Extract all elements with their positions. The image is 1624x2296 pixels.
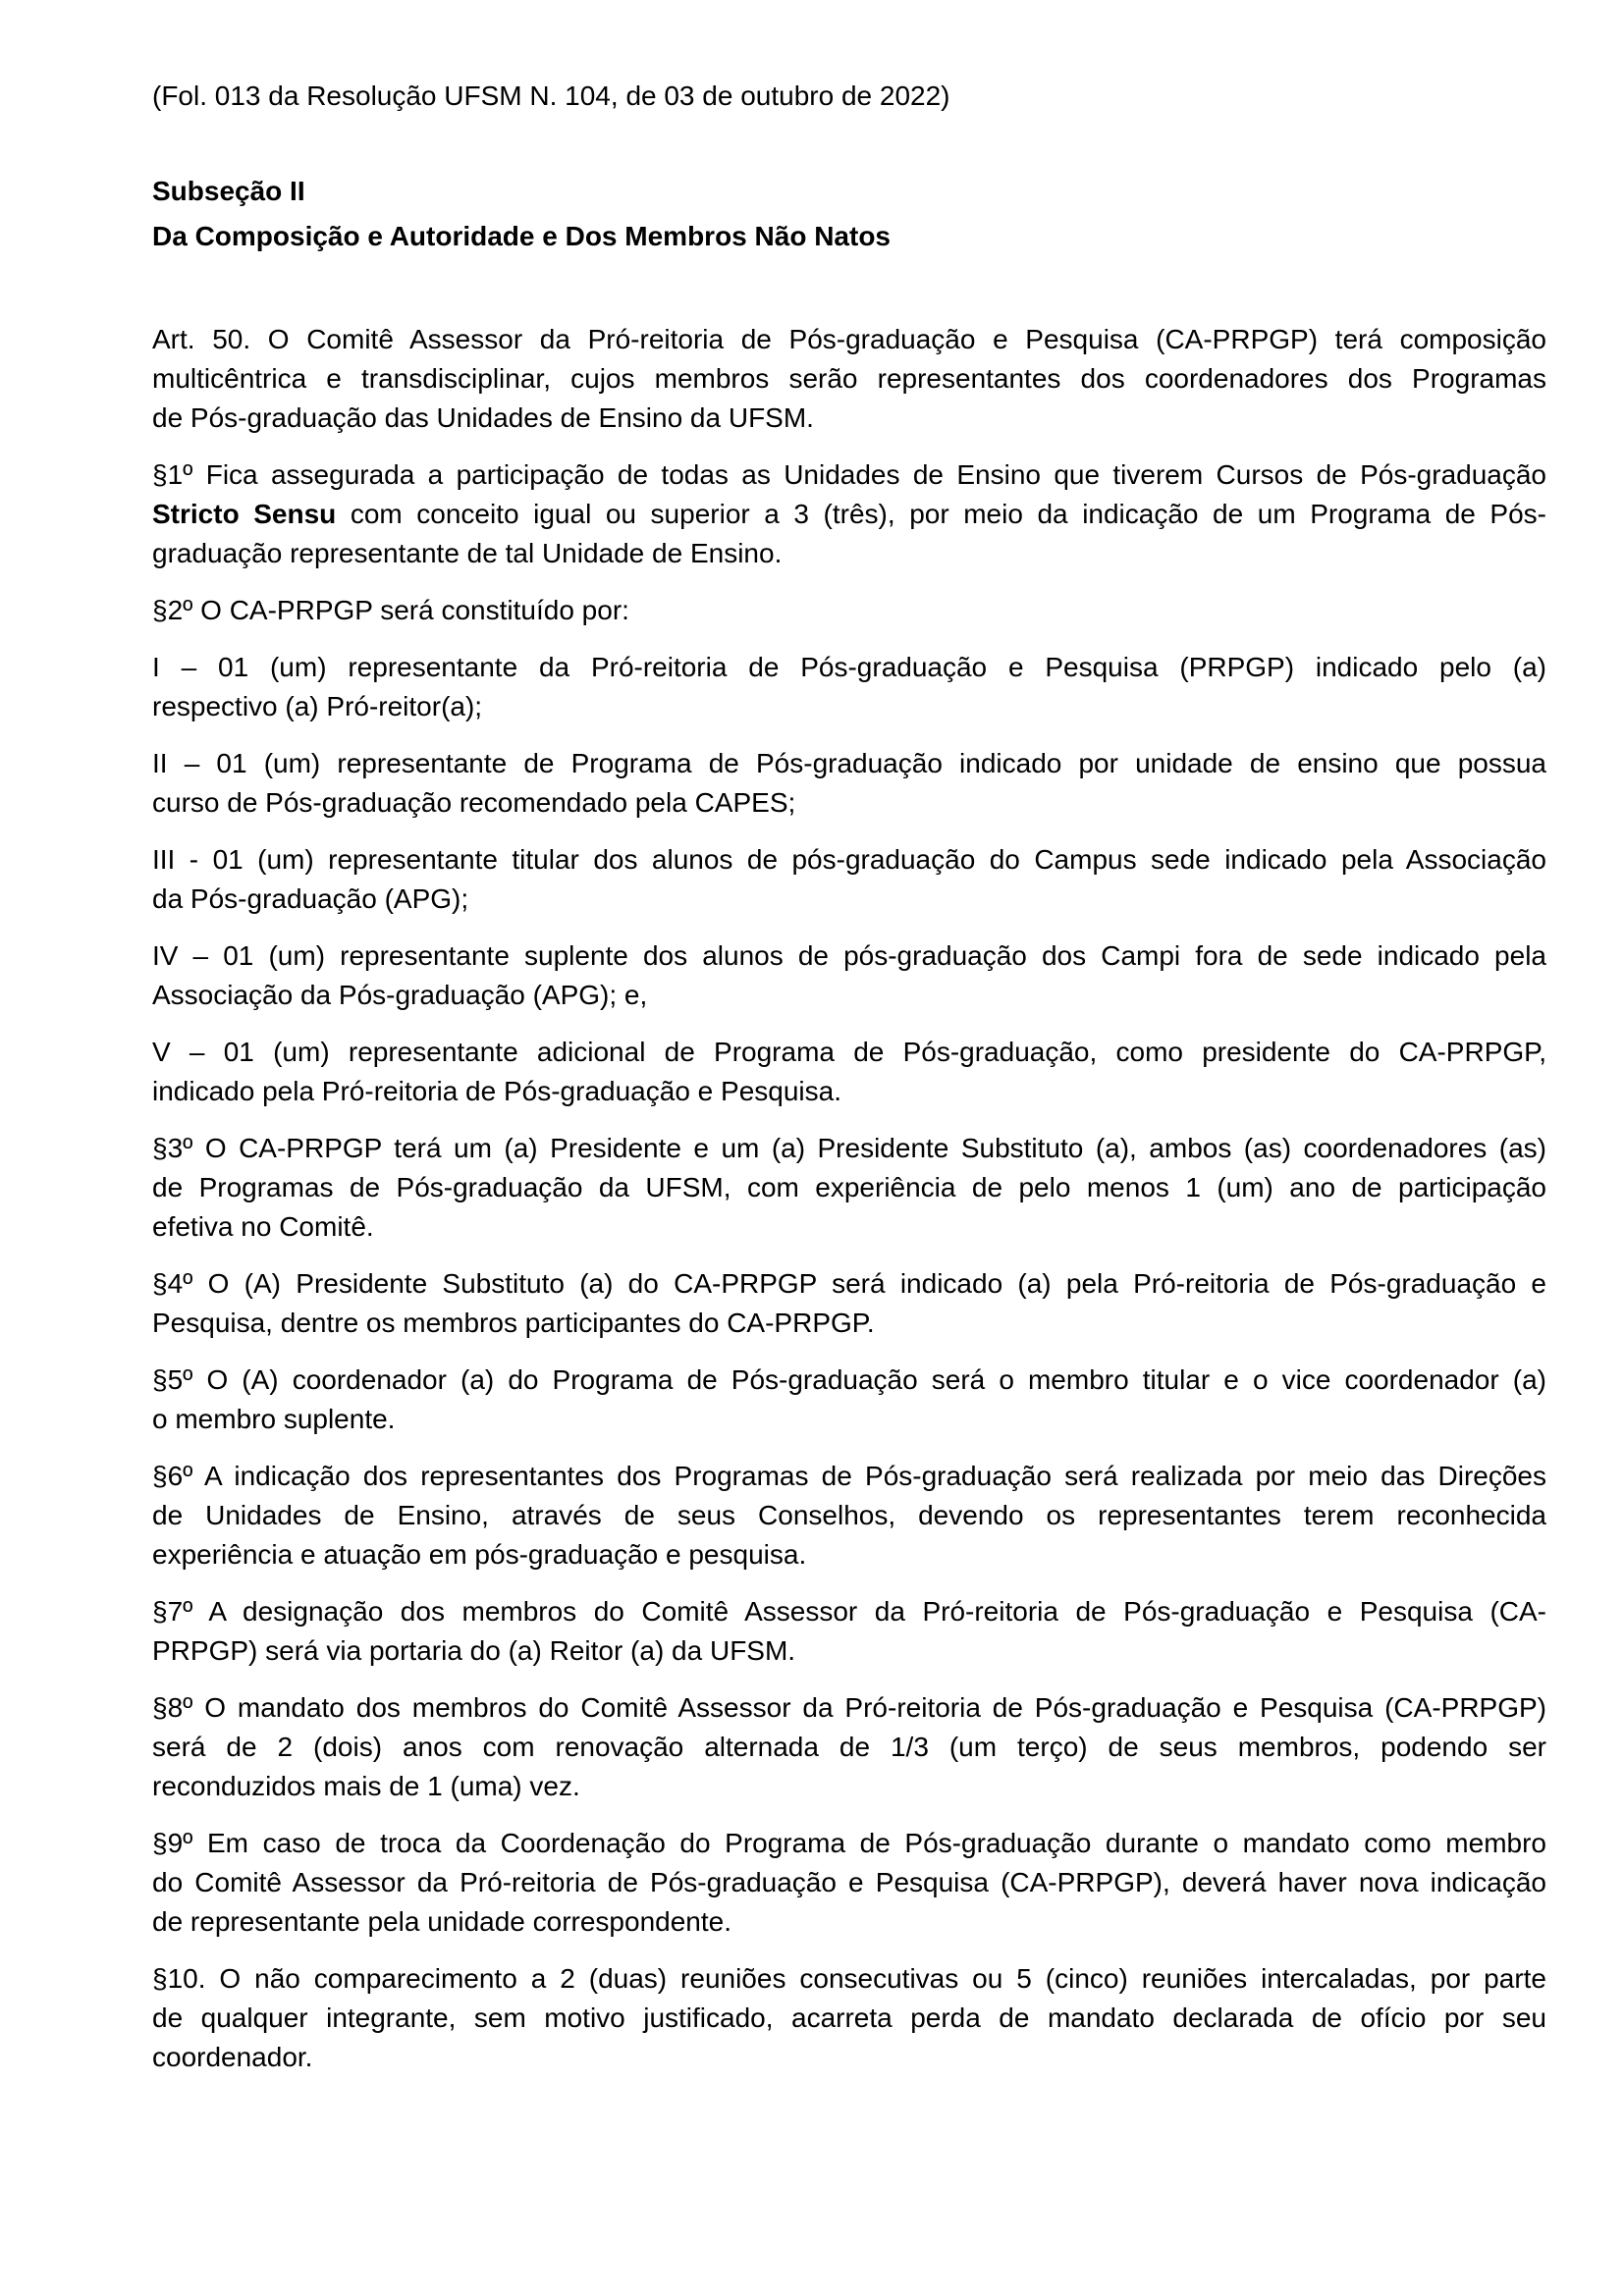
paragraph-paragrafo-3	[152, 1129, 1546, 1247]
paragraph-inciso-v	[152, 1033, 1546, 1111]
text-segment: o membro suplente.	[152, 1404, 396, 1434]
text-segment: II – 01 (um) representante de Programa de Pós-graduação indicado por unidade de ensino que possua	[152, 748, 1546, 778]
paragraph-paragrafo-1	[152, 455, 1546, 573]
text-segment: §1º Fica assegurada a participação de todas as Unidades de Ensino que tiverem Cursos de Pós-graduação	[152, 459, 1546, 490]
text-segment: §4º O (A) Presidente Substituto (a) do CA-PRPGP será indicado (a) pela Pró-reitoria de Pós-graduação e	[152, 1268, 1546, 1299]
text-line	[152, 880, 1546, 919]
paragraph-paragrafo-7	[152, 1592, 1546, 1671]
document-body	[152, 320, 1546, 2077]
text-segment: experiência e atuação em pós-graduação e pesquisa.	[152, 1539, 807, 1570]
text-segment: de Unidades de Ensino, através de seus Conselhos, devendo os representantes terem reconhecida	[152, 1500, 1546, 1530]
text-line	[152, 1033, 1546, 1072]
text-line	[152, 648, 1546, 687]
text-line	[152, 1902, 1546, 1942]
paragraph-paragrafo-2	[152, 591, 1546, 630]
page-header-note: (Fol. 013 da Resolução UFSM N. 104, de 03 de outubro de 2022)	[152, 80, 950, 111]
text-line	[152, 320, 1546, 359]
text-segment: §8º O mandato dos membros do Comitê Assessor da Pró-reitoria de Pós-graduação e Pesquisa (CA-PRPGP)	[152, 1692, 1546, 1723]
paragraph-paragrafo-5	[152, 1361, 1546, 1439]
text-segment: de qualquer integrante, sem motivo justificado, acarreta perda de mandato declarada de ofício por seu	[152, 2002, 1546, 2033]
text-segment: multicêntrica e transdisciplinar, cujos membros serão representantes dos coordenadores dos Programas	[152, 363, 1546, 394]
text-line	[152, 495, 1546, 534]
text-segment: respectivo (a) Pró-reitor(a);	[152, 691, 483, 721]
text-line	[152, 1592, 1546, 1631]
text-line	[152, 2038, 1546, 2077]
text-segment: IV – 01 (um) representante suplente dos alunos de pós-graduação dos Campi fora de sede indicado pela	[152, 940, 1546, 971]
paragraph-art-50	[152, 320, 1546, 438]
text-segment: curso de Pós-graduação recomendado pela CAPES;	[152, 787, 796, 818]
text-segment: §2º O CA-PRPGP será constituído por:	[152, 595, 629, 625]
paragraph-paragrafo-6	[152, 1457, 1546, 1575]
text-segment: III - 01 (um) representante titular dos alunos de pós-graduação do Campus sede indicado pela Associação	[152, 844, 1546, 875]
text-line	[152, 1129, 1546, 1168]
text-line	[152, 1999, 1546, 2038]
paragraph-inciso-iv	[152, 936, 1546, 1015]
text-segment: de Pós-graduação das Unidades de Ensino da UFSM.	[152, 402, 814, 433]
text-segment: do Comitê Assessor da Pró-reitoria de Pós-graduação e Pesquisa (CA-PRPGP), deverá haver nova indicação	[152, 1867, 1546, 1897]
text-segment: efetiva no Comitê.	[152, 1211, 374, 1242]
text-segment: com conceito igual ou superior a 3 (três), por meio da indicação de um Programa de Pós-	[336, 499, 1546, 529]
text-line	[152, 1535, 1546, 1575]
text-segment: §9º Em caso de troca da Coordenação do Programa de Pós-graduação durante o mandato como membro	[152, 1828, 1546, 1858]
text-line	[152, 359, 1546, 399]
text-line	[152, 591, 1546, 630]
text-line	[152, 1728, 1546, 1767]
paragraph-inciso-iii	[152, 840, 1546, 919]
text-line	[152, 1959, 1546, 1999]
text-line	[152, 1496, 1546, 1535]
text-segment: §3º O CA-PRPGP terá um (a) Presidente e um (a) Presidente Substituto (a), ambos (as) coordenadores (as)	[152, 1133, 1546, 1163]
text-line	[152, 1767, 1546, 1806]
text-line	[152, 1207, 1546, 1247]
text-segment: §10. O não comparecimento a 2 (duas) reuniões consecutivas ou 5 (cinco) reuniões intercaladas, por parte	[152, 1963, 1546, 1994]
paragraph-paragrafo-9	[152, 1824, 1546, 1942]
text-line	[152, 1400, 1546, 1439]
paragraph-inciso-ii	[152, 744, 1546, 823]
text-line	[152, 783, 1546, 823]
text-line	[152, 1264, 1546, 1304]
text-segment: de representante pela unidade correspondente.	[152, 1906, 731, 1937]
paragraph-inciso-i	[152, 648, 1546, 726]
text-line	[152, 687, 1546, 726]
text-line	[152, 936, 1546, 976]
text-segment: §5º O (A) coordenador (a) do Programa de Pós-graduação será o membro titular e o vice coordenador (a)	[152, 1364, 1546, 1395]
text-line	[152, 840, 1546, 880]
text-segment: Pesquisa, dentre os membros participantes do CA-PRPGP.	[152, 1308, 875, 1338]
text-line	[152, 1457, 1546, 1496]
text-segment: Associação da Pós-graduação (APG); e,	[152, 980, 648, 1010]
text-line	[152, 534, 1546, 573]
subsection-subtitle: Da Composição e Autoridade e Dos Membros Não Natos	[152, 221, 891, 251]
text-segment: será de 2 (dois) anos com renovação alternada de 1/3 (um terço) de seus membros, podendo ser	[152, 1732, 1546, 1762]
text-segment: §7º A designação dos membros do Comitê Assessor da Pró-reitoria de Pós-graduação e Pesquisa (CA-	[152, 1596, 1546, 1627]
text-segment: da Pós-graduação (APG);	[152, 883, 469, 914]
text-line	[152, 1361, 1546, 1400]
text-line	[152, 976, 1546, 1015]
text-segment: indicado pela Pró-reitoria de Pós-graduação e Pesquisa.	[152, 1076, 841, 1106]
text-line	[152, 1824, 1546, 1863]
text-line	[152, 1863, 1546, 1902]
text-line	[152, 1072, 1546, 1111]
bold-text-segment: Stricto Sensu	[152, 499, 337, 529]
text-segment: PRPGP) será via portaria do (a) Reitor (a) da UFSM.	[152, 1635, 796, 1666]
text-line	[152, 1304, 1546, 1343]
text-segment: I – 01 (um) representante da Pró-reitoria de Pós-graduação e Pesquisa (PRPGP) indicado pelo (a)	[152, 652, 1546, 682]
text-segment: reconduzidos mais de 1 (uma) vez.	[152, 1771, 580, 1801]
text-segment: Art. 50. O Comitê Assessor da Pró-reitoria de Pós-graduação e Pesquisa (CA-PRPGP) terá composição	[152, 324, 1546, 354]
text-segment: de Programas de Pós-graduação da UFSM, com experiência de pelo menos 1 (um) ano de participação	[152, 1172, 1546, 1202]
paragraph-paragrafo-8	[152, 1688, 1546, 1806]
text-line	[152, 1688, 1546, 1728]
paragraph-paragrafo-4	[152, 1264, 1546, 1343]
paragraph-paragrafo-10	[152, 1959, 1546, 2077]
text-line	[152, 399, 1546, 438]
text-line	[152, 455, 1546, 495]
subsection-title: Subseção II	[152, 176, 305, 206]
text-segment: coordenador.	[152, 2042, 313, 2072]
text-line	[152, 1631, 1546, 1671]
text-line	[152, 744, 1546, 783]
text-line	[152, 1168, 1546, 1207]
text-segment: V – 01 (um) representante adicional de Programa de Pós-graduação, como presidente do CA-PRPGP,	[152, 1037, 1546, 1067]
text-segment: §6º A indicação dos representantes dos Programas de Pós-graduação será realizada por meio das Direções	[152, 1461, 1546, 1491]
text-segment: graduação representante de tal Unidade de Ensino.	[152, 538, 783, 568]
